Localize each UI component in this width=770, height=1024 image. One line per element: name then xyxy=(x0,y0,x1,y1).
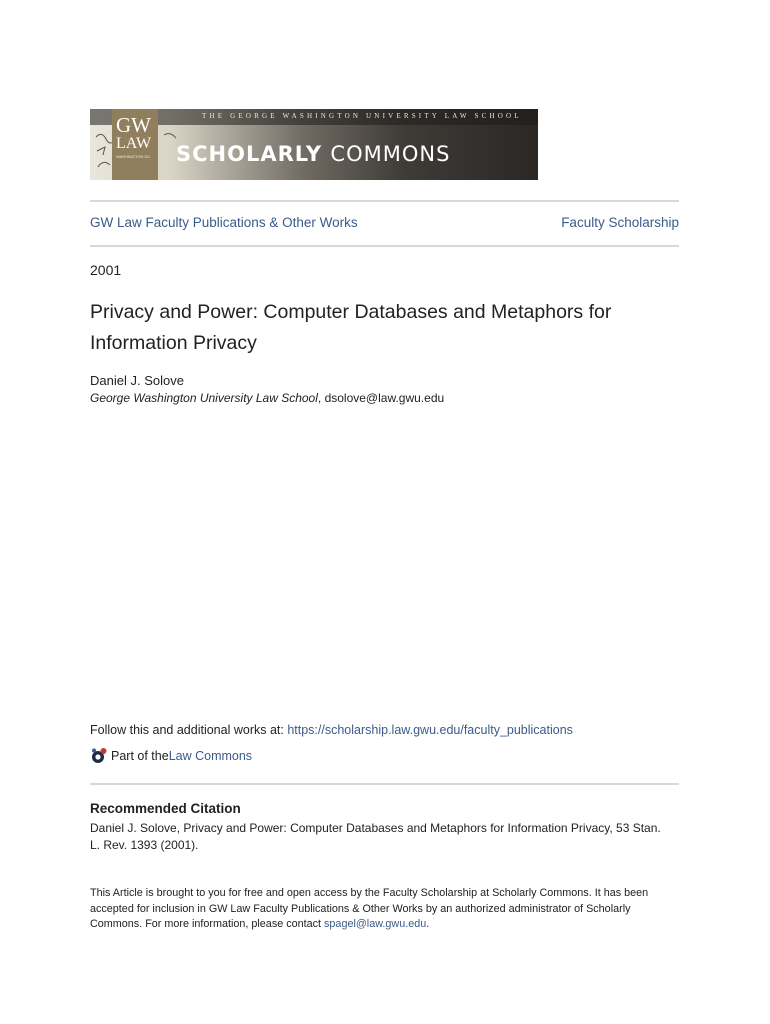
follow-url-link[interactable]: https://scholarship.law.gwu.edu/faculty_publications xyxy=(287,723,573,737)
citation-heading: Recommended Citation xyxy=(90,801,241,816)
commons-network-icon xyxy=(90,747,108,765)
access-notice xyxy=(90,886,675,933)
notice-text: This Article is brought to you for free and open access by the Faculty Scholarship at Scholarly Commons. It has been accepted for inclusion in GW Law Faculty Publications & Other Works by an authorized administrator of Scholarly Commons. For more information, please contact xyxy=(90,887,649,930)
citation-text: Daniel J. Solove, Privacy and Power: Computer Databases and Metaphors for Information Privacy, 53 Stan. L. Rev. 1393 (2001). xyxy=(90,821,661,852)
part-of-label: Part of the xyxy=(111,749,169,763)
gw-logo-text: GW xyxy=(116,113,151,137)
follow-line xyxy=(90,723,573,737)
contact-email-link[interactable]: spagel@law.gwu.edu xyxy=(324,918,427,930)
divider-top xyxy=(90,200,679,202)
author-email: , dsolove@law.gwu.edu xyxy=(317,391,445,405)
collection-link[interactable]: GW Law Faculty Publications & Other Works xyxy=(90,215,358,230)
part-of-line xyxy=(90,747,252,765)
wordmark-scholarly: SCHOLARLY xyxy=(176,142,323,166)
follow-label: Follow this and additional works at: xyxy=(90,723,288,737)
institution-name: George Washington University Law School xyxy=(90,391,318,405)
faculty-scholarship-link[interactable]: Faculty Scholarship xyxy=(561,215,679,230)
scholarly-commons-wordmark xyxy=(176,142,450,166)
notice-end: . xyxy=(426,918,430,930)
author-name: Daniel J. Solove xyxy=(90,373,184,388)
author-affiliation xyxy=(90,391,444,405)
publication-year: 2001 xyxy=(90,262,122,278)
university-name: THE GEORGE WASHINGTON UNIVERSITY LAW SCHOOL xyxy=(202,112,522,120)
logo-subtext: WASHINGTON DC xyxy=(116,154,151,159)
scholarly-commons-banner[interactable] xyxy=(90,109,538,180)
law-commons-link[interactable]: Law Commons xyxy=(168,749,253,763)
divider-nav xyxy=(90,245,679,247)
law-logo-text: LAW xyxy=(116,135,152,152)
wordmark-commons: COMMONS xyxy=(330,142,451,166)
divider-citation xyxy=(90,783,679,785)
article-title: Privacy and Power: Computer Databases and Metaphors for Information Privacy xyxy=(90,301,612,354)
